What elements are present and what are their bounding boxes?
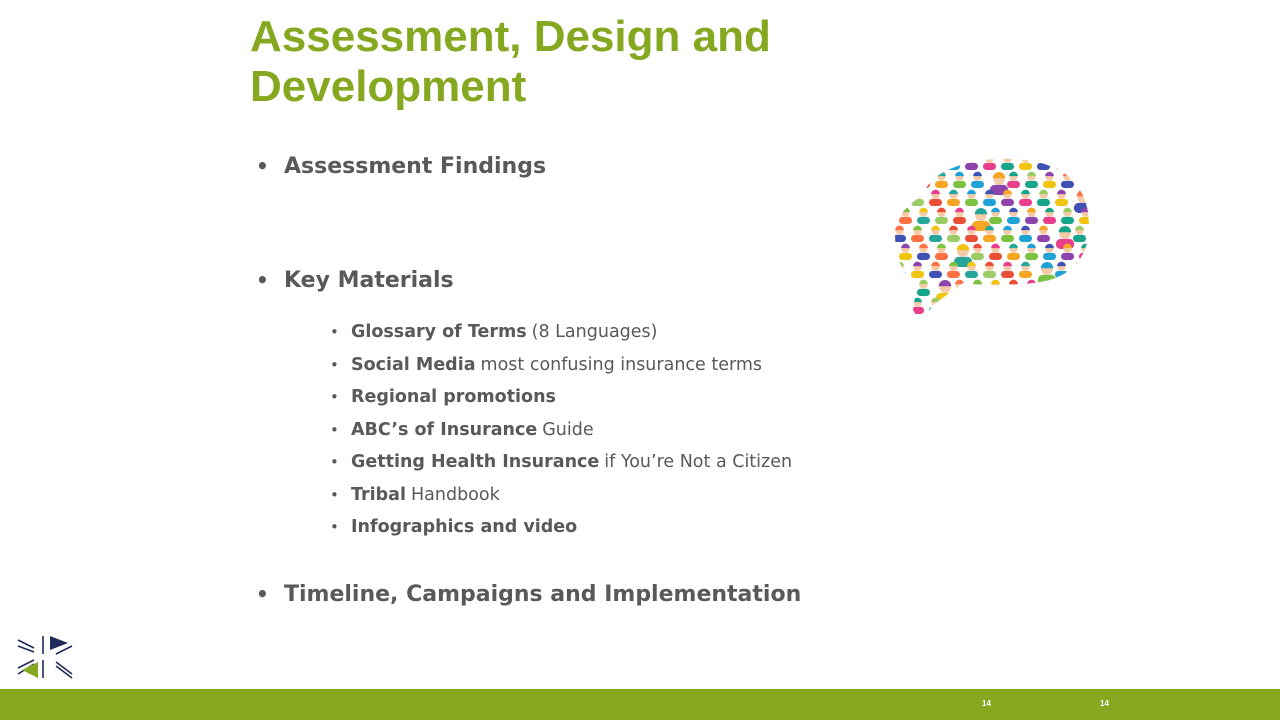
item-rest: if You’re Not a Citizen	[604, 452, 793, 472]
item-bold: ABC’s of Insurance	[351, 419, 538, 440]
avatar-icon	[929, 155, 942, 170]
avatar-icon	[965, 190, 978, 206]
bullet-glyph: •	[330, 420, 339, 439]
bullet-glyph: •	[256, 582, 269, 606]
avatar-icon	[1001, 262, 1014, 278]
avatar-icon	[953, 208, 966, 224]
bullet-glyph: •	[256, 268, 269, 292]
item-rest: Handbook	[410, 484, 500, 505]
bullet-assessment-findings	[256, 154, 546, 179]
avatar-icon	[929, 190, 942, 206]
bullet-glyph: •	[330, 355, 339, 374]
avatar-icon	[1073, 226, 1086, 242]
bullet-glyph: •	[256, 154, 269, 178]
avatar-icon	[947, 155, 960, 170]
people-speech-bubble-icon	[893, 155, 1091, 323]
avatar-icon	[953, 280, 966, 296]
avatar-icon	[1055, 298, 1068, 314]
avatar-icon	[1025, 208, 1038, 224]
avatar-icon	[1007, 172, 1020, 188]
avatar-icon	[983, 298, 996, 314]
avatar-icon	[911, 155, 924, 170]
item-bold: Tribal	[351, 484, 406, 505]
footer-bar	[0, 689, 1280, 720]
avatar-icon	[1055, 190, 1068, 206]
avatar-icon	[893, 190, 906, 206]
avatar-icon	[893, 298, 906, 314]
avatar-icon	[899, 280, 912, 296]
item-bold: Infographics and video	[351, 517, 578, 537]
avatar-icon	[1055, 262, 1068, 278]
avatar-icon	[899, 208, 912, 224]
bullet-glyph: •	[330, 323, 339, 341]
avatar-icon	[1019, 190, 1032, 206]
avatar-icon	[1025, 280, 1038, 296]
avatar-icon	[917, 280, 930, 296]
item-bold: Regional promotions	[351, 387, 556, 407]
bullet-text: Timeline, Campaigns and Implementation	[284, 582, 802, 607]
avatar-icon	[911, 190, 924, 206]
avatar-icon	[1061, 208, 1074, 224]
list-item	[330, 446, 792, 479]
avatar-icon	[1037, 226, 1050, 242]
avatar-icon	[894, 155, 912, 177]
title-line-2: Development	[250, 62, 527, 111]
avatar-icon	[929, 226, 942, 242]
list-item	[330, 414, 792, 447]
avatar-icon	[953, 172, 966, 188]
avatar-icon	[1055, 155, 1068, 170]
avatar-icon	[1073, 298, 1086, 314]
avatar-icon	[1007, 208, 1020, 224]
avatar-icon	[1043, 208, 1056, 224]
avatar-icon	[929, 262, 942, 278]
avatar-icon	[893, 262, 906, 278]
slide-number-secondary: 14	[1100, 699, 1109, 708]
title-line-1: Assessment, Design and	[250, 12, 771, 61]
avatar-icon	[1020, 298, 1038, 321]
avatar-icon	[971, 244, 984, 260]
bullet-glyph: •	[330, 518, 339, 536]
avatar-icon	[1007, 244, 1020, 260]
people-avatars	[893, 155, 1091, 321]
avatar-icon	[965, 155, 978, 170]
avatar-icon	[965, 298, 978, 314]
list-item	[330, 316, 792, 349]
avatar-icon	[983, 155, 996, 170]
avatar-icon	[1073, 155, 1086, 170]
item-rest: (8 Languages)	[531, 322, 658, 342]
item-rest: most confusing insurance terms	[480, 354, 763, 375]
avatar-icon	[911, 226, 924, 242]
avatar-icon	[983, 262, 996, 278]
avatar-icon	[989, 244, 1002, 260]
bullet-key-materials	[256, 268, 454, 293]
bullet-text: Key Materials	[284, 268, 454, 293]
avatar-icon	[1001, 298, 1014, 314]
list-item	[330, 349, 792, 382]
avatar-icon	[917, 172, 930, 188]
avatar-icon	[1073, 262, 1086, 278]
slide-title	[250, 12, 950, 112]
list-item	[330, 479, 792, 512]
avatar-icon	[935, 244, 948, 260]
avatar-icon	[1007, 280, 1020, 296]
bullet-glyph: •	[330, 485, 339, 504]
item-bold: Glossary of Terms	[351, 322, 527, 342]
bullet-glyph: •	[330, 453, 339, 471]
avatar-icon	[893, 226, 906, 242]
avatar-icon	[1061, 280, 1074, 296]
avatar-icon	[1043, 244, 1056, 260]
avatar-icon	[917, 244, 930, 260]
avatar-icon	[947, 298, 960, 314]
avatar-icon	[947, 226, 960, 242]
list-item	[330, 511, 792, 544]
avatar-icon	[911, 298, 924, 314]
avatar-icon	[917, 208, 930, 224]
item-bold: Social Media	[351, 354, 476, 375]
avatar-icon	[971, 172, 984, 188]
avatar-icon	[1043, 280, 1056, 296]
avatar-icon	[1025, 172, 1038, 188]
avatar-icon	[935, 208, 948, 224]
bullet-glyph: •	[330, 388, 339, 406]
slide-number: 14	[982, 699, 991, 708]
avatar-icon	[1079, 172, 1091, 188]
bullet-text: Assessment Findings	[284, 154, 547, 179]
avatar-icon	[911, 262, 924, 278]
avatar-icon	[1079, 244, 1091, 260]
avatar-icon	[899, 172, 912, 188]
avatar-icon	[1025, 244, 1038, 260]
organization-logo-icon	[16, 634, 74, 680]
avatar-icon	[1019, 262, 1032, 278]
avatar-icon	[1043, 172, 1056, 188]
avatar-icon	[947, 190, 960, 206]
avatar-icon	[989, 280, 1002, 296]
avatar-icon	[1037, 155, 1050, 170]
avatar-icon	[1038, 262, 1056, 285]
bullet-timeline	[256, 582, 801, 607]
avatar-icon	[989, 208, 1002, 224]
item-rest: Guide	[542, 419, 594, 440]
avatar-icon	[1019, 155, 1032, 170]
avatar-icon	[929, 298, 942, 314]
key-materials-list	[330, 316, 792, 544]
avatar-icon	[1001, 226, 1014, 242]
avatar-icon	[1037, 298, 1050, 314]
avatar-icon	[899, 244, 912, 260]
avatar-icon	[1037, 190, 1050, 206]
list-item	[330, 381, 792, 414]
avatar-icon	[1019, 226, 1032, 242]
item-bold: Getting Health Insurance	[351, 452, 600, 472]
avatar-icon	[1001, 155, 1014, 170]
avatar-icon	[1079, 280, 1091, 296]
avatar-icon	[971, 280, 984, 296]
avatar-icon	[1061, 172, 1074, 188]
avatar-icon	[935, 172, 948, 188]
